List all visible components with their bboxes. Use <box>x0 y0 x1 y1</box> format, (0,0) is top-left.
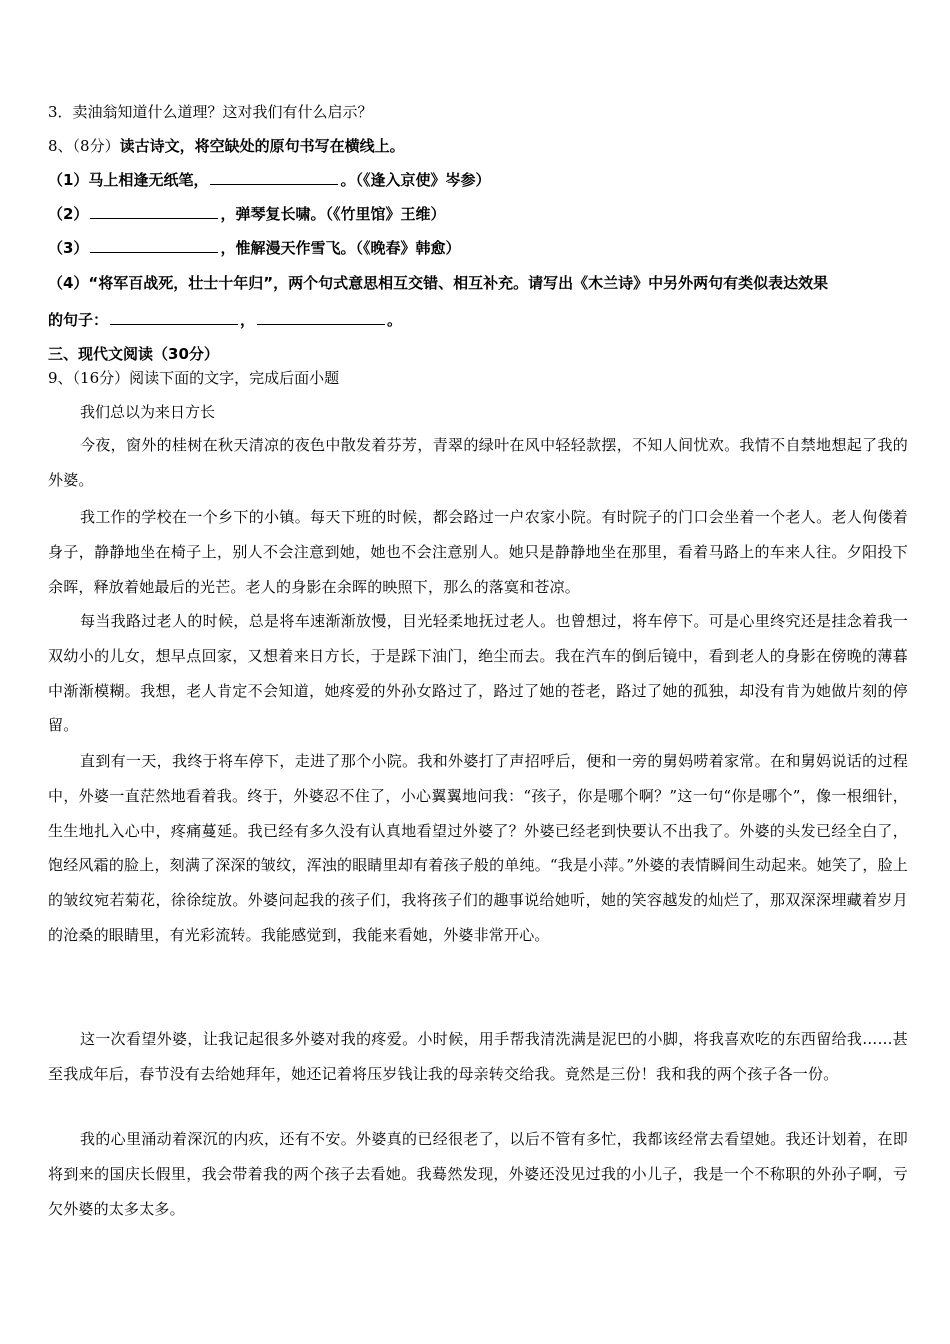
item-1-text: （1）马上相逢无纸笔， <box>48 171 209 189</box>
article-paragraph: 这一次看望外婆，让我记起很多外婆对我的疼爱。小时候，用手帮我清洗满是泥巴的小脚，将我喜欢吃的东西留给我……甚至我成年后，春节没有去给她拜年，她还记着将压岁钱让我的母亲转交给我。竟然是三份！我和我的两个孩子各一份。 <box>48 1030 908 1083</box>
question-8-heading <box>48 136 405 156</box>
item-2-text: ，弹琴复长啸。（《竹里馆》王维） <box>220 205 446 223</box>
answer-blank[interactable] <box>257 310 385 325</box>
item-1-source: 。（《逢入京使》岑参） <box>340 171 491 189</box>
item-4-comma: ， <box>240 311 256 329</box>
item-4-period: 。 <box>387 311 403 329</box>
question-9-instruction: 阅读下面的文字，完成后面小题 <box>129 369 340 387</box>
answer-blank[interactable] <box>90 238 218 253</box>
question-8-item-2 <box>48 204 445 224</box>
question-8-item-4: （4）“将军百战死，壮士十年归”，两个句式意思相互交错、相互补充。请写出《木兰诗》中另外两句有类似表达效果 <box>48 274 829 292</box>
question-9-number: 9、（16分） <box>48 369 130 387</box>
question-8-item-3 <box>48 238 460 258</box>
item-3-text: ，惟解漫天作雪飞。（《晚春》韩愈） <box>220 239 461 257</box>
answer-blank[interactable] <box>210 170 338 185</box>
answer-blank[interactable] <box>90 204 218 219</box>
article-title: 我们总以为来日方长 <box>80 403 216 421</box>
article-paragraph: 我的心里涌动着深沉的内疚，还有不安。外婆真的已经很老了，以后不管有多忙，我都该经常去看望她。我还计划着，在即将到来的国庆长假里，我会带着我的两个孩子去看她。我蓦然发现，外婆还没见过我的小儿子，我是一个不称职的外孙子啊，亏欠外婆的太多太多。 <box>48 1130 908 1218</box>
question-8-item-4-answer-line <box>48 310 402 330</box>
question-3: 3．卖油翁知道什么道理？这对我们有什么启示？ <box>48 103 373 121</box>
item-2-number: （2） <box>48 205 89 223</box>
item-4-lead: 的句子： <box>48 311 109 329</box>
article-paragraph: 直到有一天，我终于将车停下，走进了那个小院。我和外婆打了声招呼后，便和一旁的舅妈唠着家常。在和舅妈说话的过程中，外婆一直茫然地看着我。终于，外婆忍不住了，小心翼翼地问我：“孩子，你是哪个啊？”这一句“你是哪个”，像一根细针，生生地扎入心中，疼痛蔓延。我已经有多久没有认真地看望过外婆了？外婆已经老到快要认不出我了。外婆的头发已经全白了，饱经风霜的脸上，刻满了深深的皱纹，浑浊的眼睛里却有着孩子般的单纯。“我是小萍。”外婆的表情瞬间生动起来。她笑了，脸上的皱纹宛若菊花，徐徐绽放。外婆问起我的孩子们，我将孩子们的趣事说给她听，她的笑容越发的灿烂了，那双深深埋藏着岁月的沧桑的眼睛里，有光彩流转。我能感觉到，我能来看她，外婆非常开心。 <box>48 752 908 944</box>
article-paragraph: 我工作的学校在一个乡下的小镇。每天下班的时候，都会路过一户农家小院。有时院子的门口会坐着一个老人。老人佝偻着身子，静静地坐在椅子上，别人不会注意到她，她也不会注意别人。她只是静静地坐在那里，看着马路上的车来人往。夕阳投下余晖，释放着她最后的光芒。老人的身影在余晖的映照下，那么的落寞和苍凉。 <box>48 508 908 596</box>
answer-blank[interactable] <box>110 310 238 325</box>
question-8-instruction: 读古诗文，将空缺处的原句书写在横线上。 <box>119 137 405 155</box>
section-3-heading: 三、现代文阅读（30分） <box>48 345 219 363</box>
question-8-item-1 <box>48 170 490 190</box>
article-paragraph: 今夜，窗外的桂树在秋天清凉的夜色中散发着芬芳，青翠的绿叶在风中轻轻款摆，不知人间忧欢。我情不自禁地想起了我的外婆。 <box>48 436 908 489</box>
item-3-number: （3） <box>48 239 89 257</box>
question-9-heading <box>48 368 339 388</box>
question-8-number: 8、（8分） <box>48 137 120 155</box>
article-paragraph: 每当我路过老人的时候，总是将车速渐渐放慢，目光轻柔地抚过老人。也曾想过，将车停下。可是心里终究还是挂念着我一双幼小的儿女，想早点回家，又想着来日方长，于是踩下油门，绝尘而去。我在汽车的倒后镜中，看到老人的身影在傍晚的薄暮中渐渐模糊。我想，老人肯定不会知道，她疼爱的外孙女路过了，路过了她的苍老，路过了她的孤独，却没有肯为她做片刻的停留。 <box>48 612 908 735</box>
